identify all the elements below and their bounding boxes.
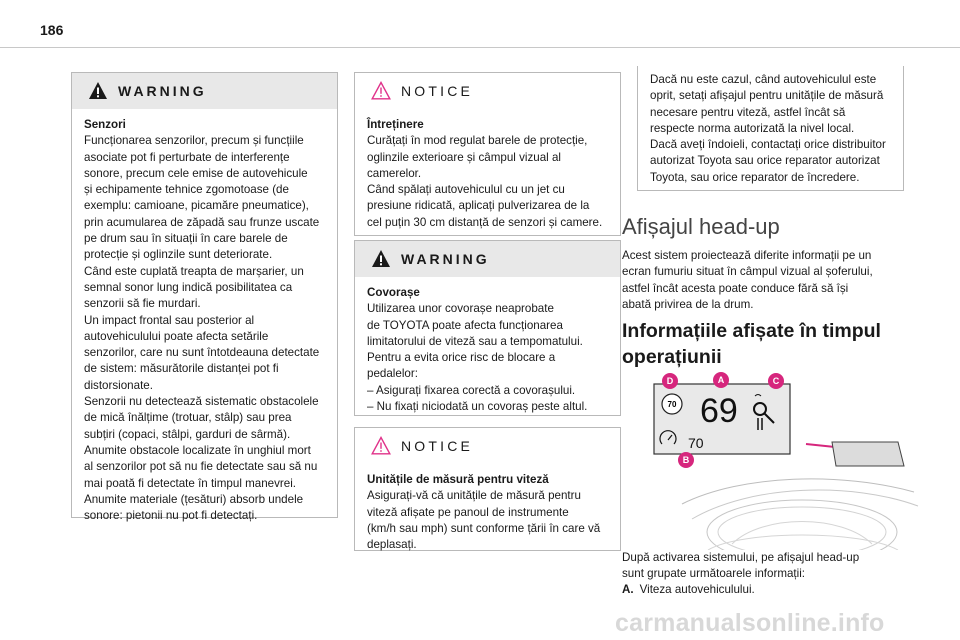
warning-text — [367, 301, 608, 415]
warning-body — [355, 277, 620, 425]
text-line: al senzorilor pot să nu fie detectate sau să nu — [84, 460, 318, 474]
text-line: viteză afișate pe panoul de instrumente — [367, 505, 569, 519]
intro-line: Acest sistem proiectează diferite informații pe un — [622, 249, 872, 262]
warning-body — [72, 109, 337, 534]
notice-box-speed-units — [354, 427, 621, 551]
text-line: oprit, setați afișajul pentru unitățile de măsură — [650, 89, 884, 103]
notice-text — [367, 133, 608, 231]
text-line: de mică înălțime (trotuar, stâlp) sau prea — [84, 411, 292, 425]
text-line: Funcționarea senzorilor, precum și funcțiile — [84, 134, 304, 148]
text-line: sonore, precum cele emise de autovehicule — [84, 166, 308, 180]
intro-line: astfel încât acesta poate conduce fără să își — [622, 281, 849, 295]
subsection-heading — [622, 318, 922, 370]
after-line: După activarea sistemului, pe afișajul head-up — [622, 551, 860, 564]
cruise-speed: 70 — [688, 435, 704, 451]
text-line: de sistem: măsurătorile distanței pot fi — [84, 362, 279, 376]
top-divider — [0, 47, 960, 48]
intro-line: abată privirea de la drum. — [622, 297, 754, 311]
page-number: 186 — [40, 22, 64, 38]
text-line: Dacă nu este cazul, când autovehiculul este — [650, 73, 877, 86]
notice-subtitle: Unitățile de măsură pentru viteză — [367, 473, 549, 486]
warning-triangle-icon — [371, 249, 391, 269]
text-line: Utilizarea unor covorașe neaprobate — [367, 302, 554, 316]
warning-box-mats — [354, 240, 621, 416]
text-line: pe drum sau în situații în care barele de — [84, 232, 288, 246]
text-line: limitatorului de viteză sau a tempomatului. — [367, 334, 583, 348]
notice-subtitle: Întreținere — [367, 118, 424, 131]
subsection-heading-line1: Informațiile afișate în timpul — [622, 320, 881, 342]
notice-triangle-icon — [371, 436, 391, 456]
text-line: presiune ridicată, aplicați pulverizarea de la — [367, 199, 590, 213]
callout-b: B — [678, 452, 694, 468]
notice-header — [355, 428, 620, 464]
list-letter: A. — [622, 583, 634, 596]
watermark: carmanualsonline.info — [615, 609, 885, 637]
notice-body — [355, 109, 620, 241]
text-line: Anumite materiale (țesături) absorb undele — [84, 492, 304, 506]
warning-subtitle: Senzori — [84, 118, 126, 131]
text-line: sonore: pietonii nu pot fi detectați. — [84, 509, 258, 523]
notice-label: NOTICE — [401, 438, 474, 454]
dashboard-line — [732, 522, 872, 545]
text-line: de TOYOTA poate afecta funcționarea — [367, 318, 563, 332]
text-line: autovehiculului poate afecta setările — [84, 329, 269, 343]
steering-wheel-inner — [718, 507, 886, 550]
notice-body — [355, 464, 620, 563]
text-line: – Nu fixați niciodată un covoraș peste altul. — [367, 400, 588, 414]
text-line: semnal sonor lung indică posibilitatea ca — [84, 280, 293, 294]
after-figure-text — [622, 550, 922, 583]
text-line: Asigurați-vă că unitățile de măsură pentru — [367, 489, 581, 503]
text-line: prin acumularea de zăpadă sau frunze uscate — [84, 215, 320, 229]
dashboard-line — [692, 490, 918, 519]
warning-text — [84, 133, 325, 524]
text-line: deplasați. — [367, 538, 417, 552]
hud-illustration — [622, 364, 922, 550]
continuation-body — [638, 66, 903, 196]
continuation-text — [650, 72, 891, 186]
warning-label: WARNING — [118, 83, 207, 99]
text-line: Când este cuplată treapta de marșarier, un — [84, 264, 304, 278]
section-heading: Afișajul head-up — [622, 214, 780, 239]
warning-triangle-icon — [88, 81, 108, 101]
text-line: Când spălați autovehiculul cu un jet cu — [367, 183, 565, 197]
hud-screen — [832, 442, 904, 466]
text-line: necesare pentru viteză, astfel încât să — [650, 105, 846, 119]
text-line: subțiri (copaci, stâlpi, garduri de sârmă). — [84, 427, 291, 441]
text-line: senzorii să fie murdari. — [84, 297, 201, 311]
section-intro — [622, 248, 912, 313]
text-line: autorizat Toyota sau orice reparator autorizat — [650, 154, 880, 168]
notice-header — [355, 73, 620, 109]
warning-box-sensors — [71, 72, 338, 523]
info-list-item — [622, 583, 755, 596]
text-line: Anumite obstacole localizate în unghiul mort — [84, 443, 311, 457]
text-line: (km/h sau mph) sunt conforme țării în care vă — [367, 521, 601, 535]
text-line: protecție și oglinzile sunt deteriorate. — [84, 248, 273, 262]
notice-triangle-icon — [371, 81, 391, 101]
text-line: Un impact frontal sau posterior al — [84, 313, 255, 327]
text-line: camerelor. — [367, 166, 422, 180]
text-line: distorsionate. — [84, 378, 153, 392]
text-line: oglinzile exterioare și câmpul vizual al — [367, 150, 561, 164]
warning-header — [355, 241, 620, 277]
text-line: Pentru a evita orice risc de blocare a — [367, 351, 556, 365]
text-line: asociate pot fi perturbate de interferențe — [84, 150, 290, 164]
notice-continuation-box — [637, 66, 904, 191]
subsection-heading-line2: operațiunii — [622, 346, 722, 368]
text-line: Toyota, sau orice reparator de încredere. — [650, 170, 860, 184]
warning-label: WARNING — [401, 251, 490, 267]
text-line: respecte norma autorizată la nivel local. — [650, 121, 855, 135]
vehicle-speed: 69 — [700, 392, 738, 430]
intro-line: ecran fumuriu situat în câmpul vizual al șoferului, — [622, 265, 873, 279]
text-line: pedalelor: — [367, 367, 418, 381]
notice-text — [367, 488, 608, 553]
text-line: Dacă aveți îndoieli, contactați orice distribuitor — [650, 138, 886, 152]
callout-d: D — [662, 373, 678, 389]
text-line: Curățați în mod regulat barele de protecție, — [367, 134, 588, 148]
warning-subtitle: Covorașe — [367, 286, 420, 299]
list-text: Viteza autovehiculului. — [639, 583, 755, 596]
text-line: și echipamente tehnice zgomotoase (de — [84, 183, 289, 197]
notice-box-maintenance — [354, 72, 621, 236]
notice-label: NOTICE — [401, 83, 474, 99]
speed-limit-value: 70 — [667, 400, 677, 409]
callout-a: A — [713, 372, 729, 388]
head-up-display-figure — [622, 364, 922, 550]
text-line: mai poată fi detectate în timpul manevrei. — [84, 476, 297, 490]
after-line: sunt grupate următoarele informații: — [622, 567, 806, 581]
text-line: cel puțin 30 cm distanță de senzori și camere. — [367, 215, 603, 229]
callout-c: C — [768, 373, 784, 389]
warning-header — [72, 73, 337, 109]
text-line: senzorilor, care nu sunt întotdeauna detectate — [84, 346, 320, 360]
text-line: – Asigurați fixarea corectă a covorașului. — [367, 383, 576, 397]
text-line: Senzorii nu detectează sistematic obstacolele — [84, 395, 319, 409]
text-line: exemplu: camioane, picamăre pneumatice), — [84, 199, 309, 213]
